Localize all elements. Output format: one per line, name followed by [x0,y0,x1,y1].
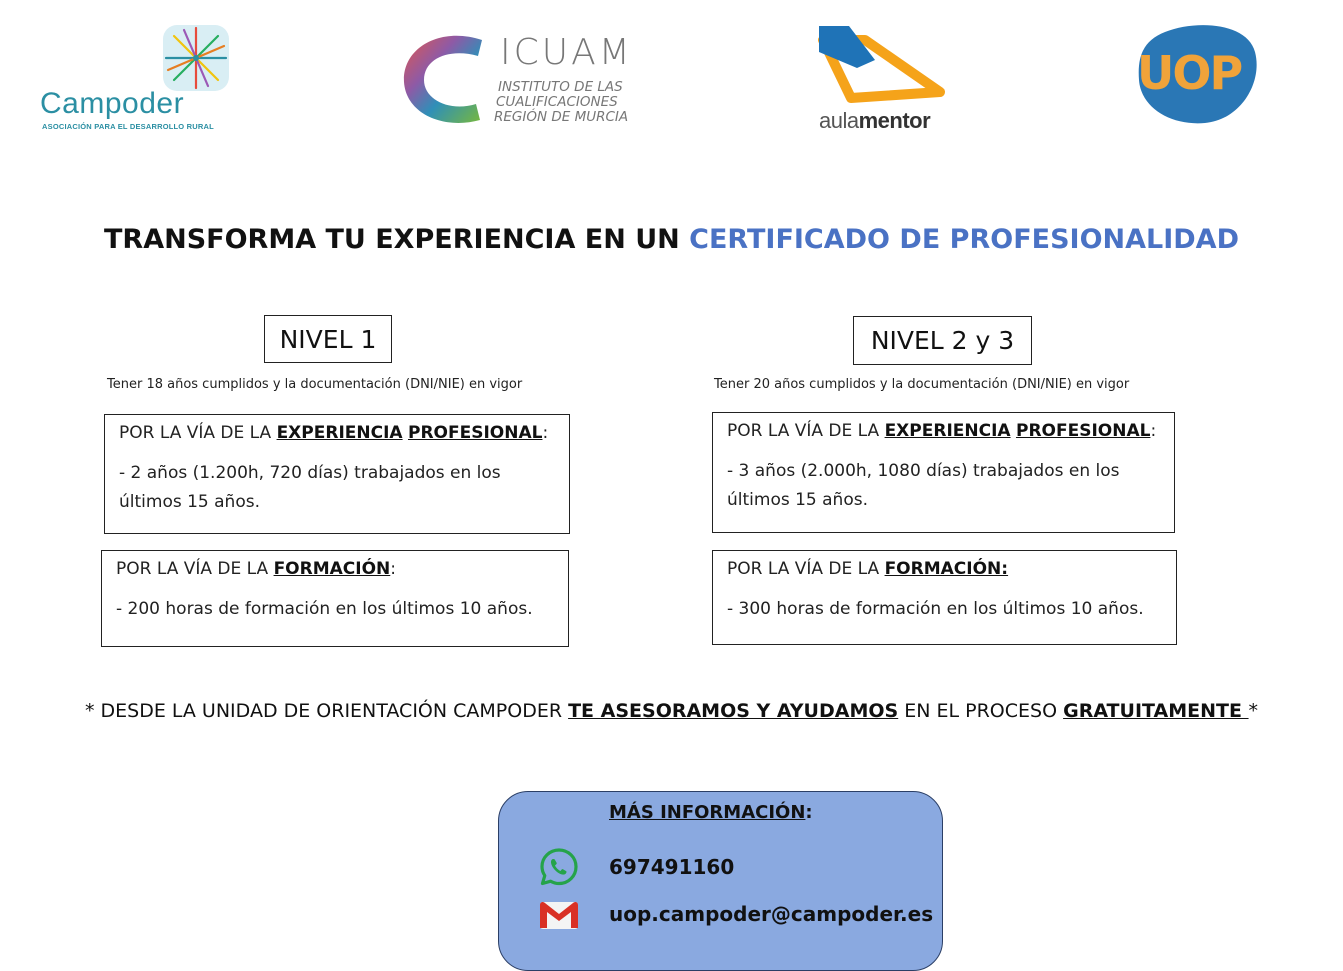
level-1-experience-card [104,414,570,534]
level-2-3-training-card [712,550,1177,645]
level-2-3-title-box [853,316,1032,365]
aulamentor-logo [815,22,955,137]
level-1-title: NIVEL 1 [279,324,377,354]
contact-email[interactable]: uop.campoder@campoder.es [609,902,934,926]
uop-logo-name: UOP [1137,46,1242,100]
orientation-message-start: * DESDE LA UNIDAD DE ORIENTACIÓN CAMPODER [84,700,569,722]
experience-word-2: PROFESIONAL [1015,421,1151,441]
campoder-logo-subtitle: ASOCIACIÓN PARA EL DESARROLLO RURAL [42,122,214,131]
orientation-message-emphasis-1: TE ASESORAMOS Y AYUDAMOS [568,700,899,722]
experience-word-1: EXPERIENCIA [884,421,1011,441]
level-2-3-requirement: Tener 20 años cumplidos y la documentación (DNI/NIE) en vigor [714,377,1130,392]
level-1-training-card [101,550,569,647]
page-title-part-2: CERTIFICADO DE PROFESIONALIDAD [689,224,1239,255]
campoder-logo-name: Campoder [40,87,185,120]
icuam-logo-line-3: REGIÓN DE MURCIA [494,109,629,125]
experience-colon: : [542,423,549,443]
orientation-message [0,700,1343,722]
level-1-experience-heading [119,423,555,443]
training-colon: : [390,559,397,579]
orientation-message-end: * [1248,700,1259,722]
page-title [0,224,1343,255]
aulamentor-prefix: aula [819,108,859,133]
training-prefix: POR LA VÍA DE LA [727,559,885,579]
aulamentor-logo-text [819,108,930,134]
icuam-logo-name: ICUAM [500,32,633,73]
experience-word-1: EXPERIENCIA [276,423,403,443]
level-2-3-experience-text: - 3 años (2.000h, 1080 días) trabajados en los últimos 15 años. [727,461,1120,510]
gmail-icon [539,900,579,930]
orientation-message-emphasis-2: GRATUITAMENTE [1063,700,1249,722]
experience-prefix: POR LA VÍA DE LA [119,423,277,443]
icuam-logo-line-1: INSTITUTO DE LAS [498,79,623,95]
level-1-title-box [264,315,392,363]
level-1-training-text: - 200 horas de formación en los últimos 10 años. [116,599,533,619]
training-word: FORMACIÓN: [884,559,1009,579]
contact-info-title-suffix: : [805,802,813,823]
level-2-3-title: NIVEL 2 y 3 [870,326,1015,355]
contact-info-title: MÁS INFORMACIÓN [609,802,806,823]
icuam-logo-line-2: CUALIFICACIONES [496,94,618,110]
experience-colon: : [1150,421,1157,441]
level-1-requirement: Tener 18 años cumplidos y la documentación (DNI/NIE) en vigor [107,377,523,392]
campoder-emblem-icon [160,22,232,94]
icuam-logo [400,30,640,130]
contact-info-box [498,791,943,971]
contact-info-heading [609,802,813,823]
training-prefix: POR LA VÍA DE LA [116,559,274,579]
level-1-training-heading [116,559,554,579]
experience-word-2: PROFESIONAL [407,423,543,443]
level-2-3-experience-heading [727,421,1160,441]
orientation-message-middle: EN EL PROCESO [898,700,1064,722]
icuam-c-icon [400,30,492,128]
aulamentor-emblem-icon [815,22,950,108]
aulamentor-suffix: mentor [858,108,931,133]
whatsapp-icon [539,847,579,887]
uop-logo [1135,24,1260,126]
level-1-experience-text: - 2 años (1.200h, 720 días) trabajados en los últimos 15 años. [119,463,501,512]
training-word: FORMACIÓN [273,559,391,579]
level-2-3-training-text: - 300 horas de formación en los últimos 10 años. [727,599,1144,619]
experience-prefix: POR LA VÍA DE LA [727,421,885,441]
level-2-3-experience-card [712,412,1175,533]
level-2-3-training-heading [727,559,1162,579]
contact-phone[interactable]: 697491160 [609,855,735,879]
page-title-part-1: TRANSFORMA TU EXPERIENCIA EN UN [104,224,690,255]
campoder-logo [40,22,240,134]
